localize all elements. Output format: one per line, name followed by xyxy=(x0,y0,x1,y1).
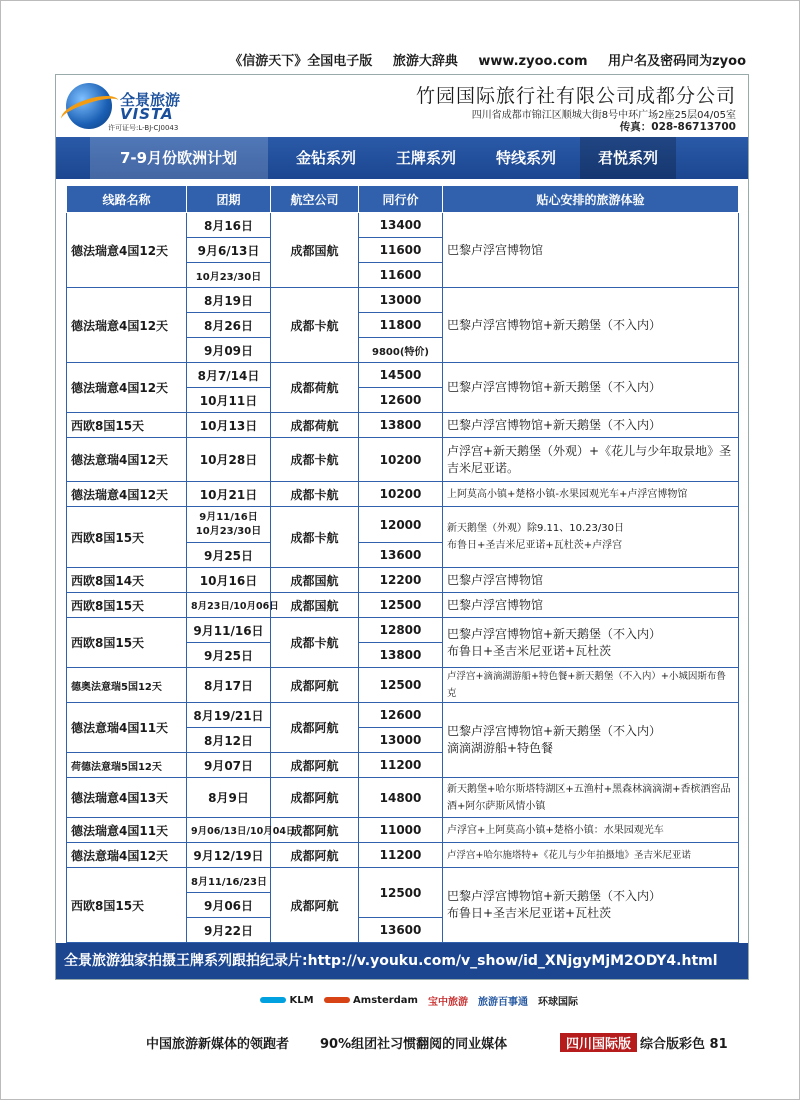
table-row xyxy=(67,482,739,507)
price: 13000 xyxy=(359,728,443,753)
price: 12500 xyxy=(359,593,443,618)
logo-text-cn: 全景旅游 xyxy=(120,91,181,109)
partner-label: Amsterdam xyxy=(353,994,418,1006)
baozhong-logo: 宝中旅游 xyxy=(427,996,468,1008)
table-row xyxy=(67,507,739,543)
tab-europe-plan[interactable]: 7-9月份欧洲计划 xyxy=(90,137,268,179)
route-name: 德法瑞意4国12天 xyxy=(67,363,187,413)
table-row xyxy=(67,843,739,868)
tour-date: 9月07日 xyxy=(187,753,271,778)
tour-date: 8月19/21日 xyxy=(187,703,271,728)
experience-line: 新天鹅堡（外观）除9.11、10.23/30日 xyxy=(447,523,624,534)
tour-date: 10月23/30日 xyxy=(187,263,271,288)
airline: 成都阿航 xyxy=(271,818,359,843)
website-link[interactable]: www.zyoo.com xyxy=(478,54,588,69)
route-name: 西欧8国15天 xyxy=(67,618,187,668)
tour-date: 8月11/16/23日 xyxy=(187,868,271,893)
tour-date: 9月06日 xyxy=(187,893,271,918)
airline: 成都国航 xyxy=(271,568,359,593)
table-row xyxy=(67,703,739,728)
airline: 成都荷航 xyxy=(271,413,359,438)
amsterdam-logo-icon xyxy=(324,997,350,1003)
logo-text-en: VISTA xyxy=(120,105,174,123)
experience: 卢浮宫+上阿莫高小镇+楚格小镇：水果园观光车 xyxy=(443,818,739,843)
card-header xyxy=(56,75,748,137)
price: 14500 xyxy=(359,363,443,388)
tour-date: 8月12日 xyxy=(187,728,271,753)
experience-line: 巴黎卢浮宫博物馆+新天鹅堡（不入内） xyxy=(447,626,662,641)
baishitong-logo: 旅游百事通 xyxy=(477,996,528,1008)
airline: 成都阿航 xyxy=(271,668,359,703)
airline: 成都阿航 xyxy=(271,843,359,868)
route-name: 西欧8国15天 xyxy=(67,868,187,943)
route-name: 西欧8国14天 xyxy=(67,568,187,593)
company-name: 竹园国际旅行社有限公司成都分公司 xyxy=(415,85,736,107)
table-row xyxy=(67,438,739,482)
tour-date: 9月06/13日/10月04日 xyxy=(187,818,271,843)
route-name: 西欧8国15天 xyxy=(67,507,187,568)
route-name: 德法意瑞4国12天 xyxy=(67,438,187,482)
tour-date: 8月19日 xyxy=(187,288,271,313)
tagline-1: 中国旅游新媒体的领跑者 xyxy=(146,1037,290,1052)
tour-date: 10月11日 xyxy=(187,388,271,413)
airline: 成都卡航 xyxy=(271,438,359,482)
series-tabs xyxy=(56,137,748,179)
price: 13800 xyxy=(359,413,443,438)
tour-date: 8月23日/10月06日 xyxy=(187,593,271,618)
price: 12500 xyxy=(359,668,443,703)
tour-date: 9月6/13日 xyxy=(187,238,271,263)
tour-date: 8月9日 xyxy=(187,778,271,818)
price: 10200 xyxy=(359,438,443,482)
airline: 成都卡航 xyxy=(271,507,359,568)
col-airline: 航空公司 xyxy=(271,186,359,213)
table-row xyxy=(67,778,739,818)
table-row xyxy=(67,618,739,643)
tour-date: 9月12/19日 xyxy=(187,843,271,868)
video-link-banner[interactable]: 全景旅游独家拍摄王牌系列跟拍纪录片:http://v.youku.com/v_show/id_XNjgyMjM2ODY4.html xyxy=(56,943,748,979)
experience xyxy=(443,868,739,943)
table-row xyxy=(67,413,739,438)
table-row xyxy=(67,213,739,238)
airline: 成都卡航 xyxy=(271,482,359,507)
klm-logo-icon xyxy=(260,997,286,1003)
airline: 成都国航 xyxy=(271,593,359,618)
price: 9800(特价) xyxy=(359,338,443,363)
tagline-2: 90%组团社习惯翻阅的同业媒体 xyxy=(320,1037,508,1052)
price: 13600 xyxy=(359,918,443,943)
airline: 成都卡航 xyxy=(271,618,359,668)
page-number: 综合版彩色 81 xyxy=(640,1037,728,1052)
col-price: 同行价 xyxy=(359,186,443,213)
table-row xyxy=(67,593,739,618)
price: 12500 xyxy=(359,868,443,918)
publication-title: 《信游天下》全国电子版 xyxy=(229,54,373,69)
airline: 成都荷航 xyxy=(271,363,359,413)
tour-date: 9月25日 xyxy=(187,543,271,568)
experience: 巴黎卢浮宫博物馆 xyxy=(443,213,739,288)
airline: 成都国航 xyxy=(271,213,359,288)
experience-line: 布鲁日+圣吉米尼亚诺+瓦杜茨 xyxy=(447,643,612,658)
experience: 卢浮宫+哈尔施塔特+《花儿与少年拍摄地》圣吉米尼亚诺 xyxy=(443,843,739,868)
price: 14800 xyxy=(359,778,443,818)
tour-date: 10月21日 xyxy=(187,482,271,507)
price: 11200 xyxy=(359,843,443,868)
amsterdam-logo xyxy=(324,995,418,1006)
tab-grand-hyatt[interactable]: 君悦系列 xyxy=(580,137,676,179)
route-name: 西欧8国15天 xyxy=(67,413,187,438)
experience-line: 巴黎卢浮宫博物馆+新天鹅堡（不入内） xyxy=(447,724,662,738)
route-name: 德法瑞意4国13天 xyxy=(67,778,187,818)
price: 12600 xyxy=(359,703,443,728)
table-row xyxy=(67,818,739,843)
route-name: 荷德法意瑞5国12天 xyxy=(67,753,187,778)
tour-date: 9月11/16日 xyxy=(187,618,271,643)
itinerary-table xyxy=(66,185,739,943)
experience: 巴黎卢浮宫博物馆+新天鹅堡（不入内） xyxy=(443,288,739,363)
experience: 巴黎卢浮宫博物馆 xyxy=(443,568,739,593)
tour-date: 10月28日 xyxy=(187,438,271,482)
route-name: 德法瑞意4国12天 xyxy=(67,482,187,507)
experience: 巴黎卢浮宫博物馆 xyxy=(443,593,739,618)
route-name: 德奥法意瑞5国12天 xyxy=(67,668,187,703)
route-name: 德法瑞意4国12天 xyxy=(67,288,187,363)
price: 12000 xyxy=(359,507,443,543)
experience: 巴黎卢浮宫博物馆+新天鹅堡（不入内） xyxy=(443,363,739,413)
table-header-row xyxy=(67,186,739,213)
tour-date: 8月16日 xyxy=(187,213,271,238)
price: 11600 xyxy=(359,238,443,263)
experience-line: 巴黎卢浮宫博物馆+新天鹅堡（不入内） xyxy=(447,889,662,903)
tour-date-line: 9月11/16日 xyxy=(199,511,258,523)
airline: 成都阿航 xyxy=(271,868,359,943)
price: 11200 xyxy=(359,753,443,778)
route-name: 德法意瑞4国11天 xyxy=(67,703,187,753)
partner-label: KLM xyxy=(289,994,314,1006)
table-row xyxy=(67,288,739,313)
experience: 卢浮宫+滴滴湖游船+特色餐+新天鹅堡（不入内）+小城因斯布鲁克 xyxy=(443,668,739,703)
airline: 成都阿航 xyxy=(271,778,359,818)
airline: 成都阿航 xyxy=(271,753,359,778)
route-name: 德法意瑞4国12天 xyxy=(67,843,187,868)
table-row xyxy=(67,363,739,388)
price: 12200 xyxy=(359,568,443,593)
tab-gold-diamond[interactable]: 金钻系列 xyxy=(295,149,356,167)
tab-special[interactable]: 特线系列 xyxy=(495,149,556,167)
tour-date: 10月16日 xyxy=(187,568,271,593)
route-name: 德法瑞意4国12天 xyxy=(67,213,187,288)
experience xyxy=(443,618,739,668)
col-experience: 贴心安排的旅游体验 xyxy=(443,186,739,213)
price: 13400 xyxy=(359,213,443,238)
experience: 巴黎卢浮宫博物馆+新天鹅堡（不入内） xyxy=(443,413,739,438)
table-row xyxy=(67,868,739,893)
route-name: 德法瑞意4国11天 xyxy=(67,818,187,843)
tour-date: 8月26日 xyxy=(187,313,271,338)
experience xyxy=(443,507,739,568)
table-row xyxy=(67,568,739,593)
price: 10200 xyxy=(359,482,443,507)
tour-date xyxy=(187,507,271,543)
partner-logos xyxy=(260,980,750,1020)
col-date: 团期 xyxy=(187,186,271,213)
tab-ace[interactable]: 王牌系列 xyxy=(395,149,456,167)
tour-date: 8月17日 xyxy=(187,668,271,703)
company-fax: 传真：028-86713700 xyxy=(619,121,736,133)
price: 12600 xyxy=(359,388,443,413)
tour-date: 9月09日 xyxy=(187,338,271,363)
experience-line: 滴滴湖游船+特色餐 xyxy=(447,741,554,755)
global-intl-logo: 环球国际 xyxy=(537,996,578,1008)
price: 11000 xyxy=(359,818,443,843)
tour-date: 10月13日 xyxy=(187,413,271,438)
price: 13600 xyxy=(359,543,443,568)
tour-date: 9月25日 xyxy=(187,643,271,668)
experience-line: 布鲁日+圣吉米尼亚诺+瓦杜茨+卢浮宫 xyxy=(447,540,623,551)
col-route: 线路名称 xyxy=(67,186,187,213)
experience: 卢浮宫+新天鹅堡（外观）+《花儿与少年取景地》圣吉米尼亚诺。 xyxy=(443,438,739,482)
publication-subtitle: 旅游大辞典 xyxy=(392,54,458,69)
price: 11600 xyxy=(359,263,443,288)
experience-line: 布鲁日+圣吉米尼亚诺+瓦杜茨 xyxy=(447,906,612,920)
login-note: 用户名及密码同为zyoo xyxy=(608,54,746,69)
tour-date: 8月7/14日 xyxy=(187,363,271,388)
airline: 成都阿航 xyxy=(271,703,359,753)
airline: 成都卡航 xyxy=(271,288,359,363)
tour-date: 9月22日 xyxy=(187,918,271,943)
edition-badge: 四川国际版 xyxy=(560,1033,637,1052)
price: 11800 xyxy=(359,313,443,338)
top-banner xyxy=(0,50,800,69)
route-name: 西欧8国15天 xyxy=(67,593,187,618)
experience: 上阿莫高小镇+楚格小镇-水果园观光车+卢浮宫博物馆 xyxy=(443,482,739,507)
company-address: 四川省成都市锦江区顺城大街8号中环广场2座25层04/05室 xyxy=(471,110,736,121)
experience xyxy=(443,703,739,778)
itinerary-card xyxy=(55,74,749,980)
price: 13000 xyxy=(359,288,443,313)
tour-date-line: 10月23/30日 xyxy=(195,525,262,537)
price: 12800 xyxy=(359,618,443,643)
table-row xyxy=(67,668,739,703)
price: 13800 xyxy=(359,643,443,668)
klm-logo xyxy=(260,995,314,1006)
license-number: 许可证号:L-BJ-CJ0043 xyxy=(108,124,179,132)
experience: 新天鹅堡+哈尔斯塔特湖区+五渔村+黑森林滴滴湖+香槟酒窖品酒+阿尔萨斯风情小镇 xyxy=(443,778,739,818)
